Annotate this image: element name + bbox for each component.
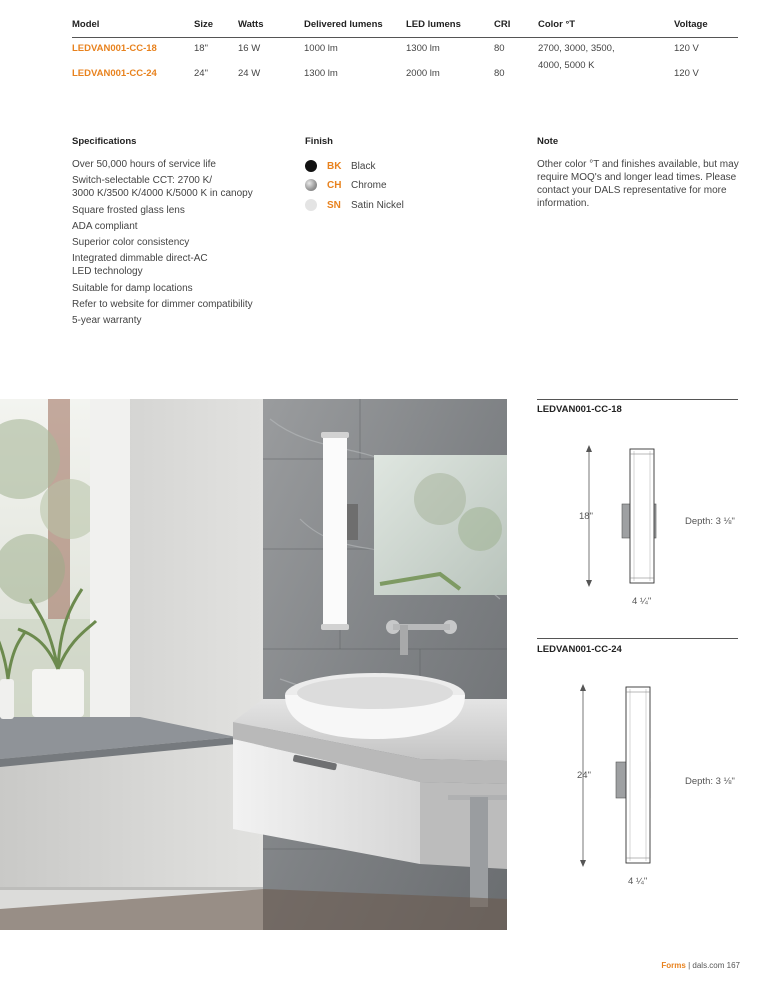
finish-code: CH [327,179,342,191]
specifications-list [72,158,292,331]
bathroom-photo [0,399,507,930]
model-cell: LEDVAN001-CC-24 [72,68,157,79]
footer-brand: Forms [661,961,686,970]
finish-name: Black [351,160,376,172]
diagram-title: LEDVAN001-CC-24 [537,644,622,655]
black-swatch-icon [305,160,317,172]
finish-item-black [305,159,375,173]
spec-item: Refer to website for dimmer compatibility [72,299,253,311]
height-dimension: 18" [579,511,593,522]
chrome-swatch-icon [305,179,317,191]
diagram-title: LEDVAN001-CC-18 [537,404,622,415]
spec-item: LED technology [72,266,143,278]
col-header-cri: CRI [494,19,511,30]
note-heading: Note [537,136,559,147]
spec-item: Integrated dimmable direct-AC [72,253,208,265]
col-header-model: Model [72,19,100,30]
model-cell: LEDVAN001-CC-18 [72,43,157,54]
spec-item: Superior color consistency [72,237,190,249]
finish-heading: Finish [305,136,333,147]
satin-nickel-swatch-icon [305,199,317,211]
fixture-diagram-18 [570,440,680,610]
size-cell: 24" [194,68,208,79]
delivered-cell: 1300 lm [304,68,338,79]
finish-name: Satin Nickel [351,199,404,211]
spec-item: Over 50,000 hours of service life [72,159,216,170]
table-header-rule [72,37,738,38]
cri-cell: 80 [494,68,505,79]
col-header-color-temp: Color °T [538,19,576,30]
width-dimension: 4 ¼" [632,596,652,607]
finish-code: SN [327,199,341,211]
finish-item-satin-nickel [305,198,404,212]
spec-item: Switch-selectable CCT: 2700 K/ [72,175,213,187]
col-header-size: Size [194,19,214,30]
spec-item: 5-year warranty [72,315,142,327]
note-text: Other color °T and finishes available, but may require MOQ's and longer lead times. Please contact your DALS representative for more information. [537,159,739,209]
height-dimension: 24" [577,770,591,781]
led-cell: 2000 lm [406,68,440,79]
finish-code: BK [327,160,342,172]
finish-name: Chrome [351,179,387,191]
col-header-led-lumens: LED lumens [406,19,461,30]
diagram-rule [537,399,738,400]
watts-cell: 24 W [238,68,261,79]
spec-item: 3000 K/3500 K/4000 K/5000 K in canopy [72,188,253,200]
color-cell: 2700, 3000, 3500, [538,43,615,54]
spec-item: ADA compliant [72,220,138,232]
footer-separator: | [688,961,691,970]
footer-site: dals.com [692,961,725,970]
spec-item: Square frosted glass lens [72,204,185,216]
diagram-rule [537,638,738,639]
spec-item: Suitable for damp locations [72,282,193,294]
finish-item-chrome [305,178,387,192]
col-header-watts: Watts [238,19,264,30]
color-cell-continued: 4000, 5000 K [538,60,595,71]
page-number: 167 [726,961,740,970]
depth-dimension: Depth: 3 ⅛" [685,776,735,787]
led-cell: 1300 lm [406,43,440,54]
size-cell: 18" [194,43,208,54]
cri-cell: 80 [494,43,505,54]
specifications-heading: Specifications [72,136,137,147]
depth-dimension: Depth: 3 ⅛" [685,516,735,527]
watts-cell: 16 W [238,43,261,54]
col-header-voltage: Voltage [674,19,708,30]
width-dimension: 4 ¼" [628,876,648,887]
col-header-delivered-lumens: Delivered lumens [304,19,383,30]
voltage-cell: 120 V [674,68,699,79]
voltage-cell: 120 V [674,43,699,54]
page-footer [640,961,740,970]
delivered-cell: 1000 lm [304,43,338,54]
